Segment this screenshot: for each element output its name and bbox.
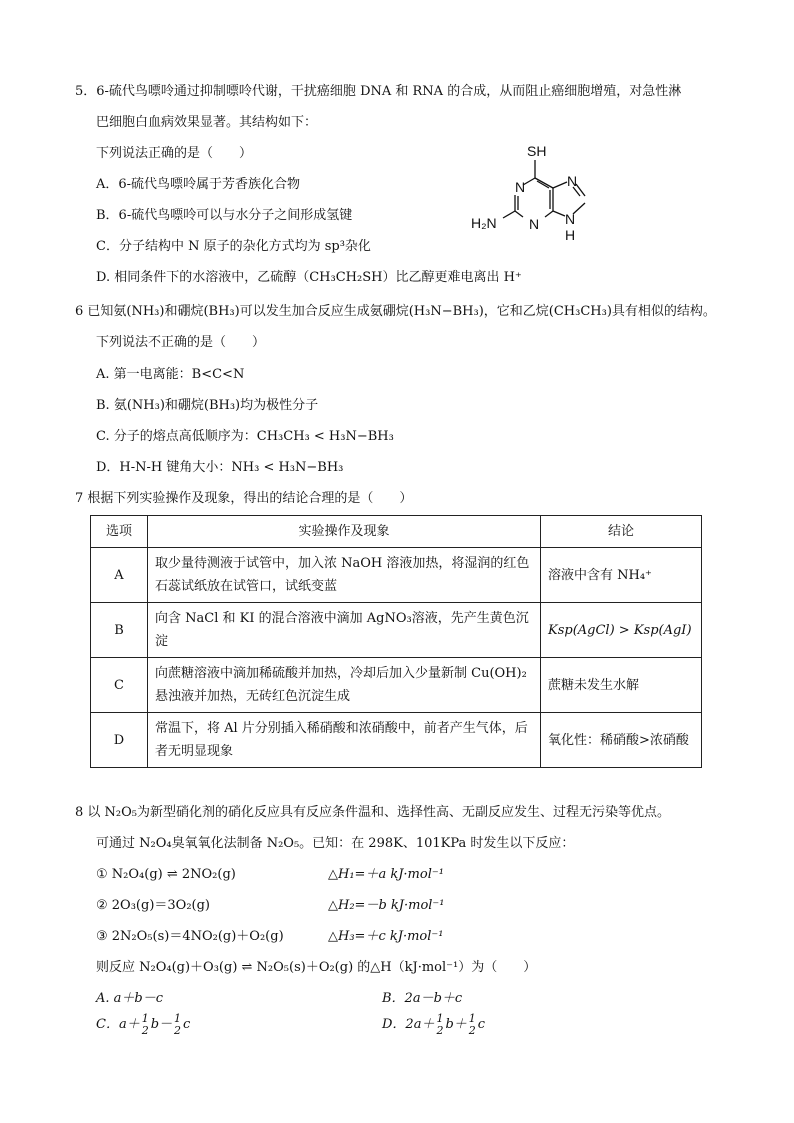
- half-fraction: [469, 1013, 476, 1037]
- row-operation: 取少量待测液于试管中，加入浓 NaOH 溶液加热，将湿润的红色石蕊试纸放在试管口，试纸变蓝: [148, 548, 541, 603]
- q8-stem: 则反应 N₂O₄(g)＋O₃(g) ⇌ N₂O₅(s)＋O₂(g) 的△H（kJ·mol⁻¹）为（ ）: [96, 960, 537, 975]
- row-option: D: [91, 713, 148, 768]
- row-option: A: [91, 548, 148, 603]
- half-fraction: [142, 1013, 149, 1037]
- table-row: [91, 658, 702, 713]
- experiment-table: [90, 515, 702, 768]
- q6-option-b: B. 氨(NH₃)和硼烷(BH₃)均为极性分子: [96, 398, 319, 413]
- q6-stem: 下列说法不正确的是（ ）: [96, 335, 266, 350]
- row-conclusion: 氧化性：稀硝酸>浓硝酸: [541, 713, 702, 768]
- option-d-mid: b＋: [445, 1017, 467, 1032]
- q8-option-a: A. a＋b－c: [96, 991, 164, 1006]
- amine-label: H₂N: [471, 215, 497, 231]
- fraction-numerator: 1: [141, 1011, 149, 1025]
- q8-line1: 8 以 N₂O₅为新型硝化剂的硝化反应具有反应条件温和、选择性高、无副反应发生、过程无污染等优点。: [75, 805, 670, 820]
- q5-line1: 5．6-硫代鸟嘌呤通过抑制嘌呤代谢，干扰癌细胞 DNA 和 RNA 的合成，从而阻止癌细胞增殖，对急性淋: [75, 84, 682, 99]
- q6-option-d: D．H-N-H 键角大小：NH₃ < H₃N−BH₃: [96, 460, 344, 475]
- table-header-row: [91, 516, 702, 548]
- q5-line2: 巴细胞白血病效果显著。其结构如下：: [96, 115, 318, 130]
- fraction-denominator: 2: [436, 1023, 444, 1037]
- q8-reaction-2: ② 2O₃(g)＝3O₂(g): [96, 898, 210, 913]
- q8-reaction-1: ① N₂O₄(g) ⇌ 2NO₂(g): [96, 867, 236, 882]
- q5-option-a: A．6-硫代鸟嘌呤属于芳香族化合物: [96, 177, 301, 192]
- row-option: B: [91, 603, 148, 658]
- fraction-denominator: 2: [174, 1023, 182, 1037]
- fraction-denominator: 2: [141, 1023, 149, 1037]
- header-option: 选项: [91, 516, 148, 548]
- row-operation: 向含 NaCl 和 KI 的混合溶液中滴加 AgNO₃溶液，先产生黄色沉淀: [148, 603, 541, 658]
- q5-option-c: C．分子结构中 N 原子的杂化方式均为 sp³杂化: [96, 239, 371, 254]
- q8-reaction-3: ③ 2N₂O₅(s)＝4NO₂(g)＋O₂(g): [96, 929, 284, 944]
- half-fraction: [436, 1013, 443, 1037]
- table-row: [91, 548, 702, 603]
- fraction-numerator: 1: [468, 1011, 476, 1025]
- header-conclusion: 结论: [541, 516, 702, 548]
- q5-stem: 下列说法正确的是（ ）: [96, 146, 253, 161]
- fraction-denominator: 2: [468, 1023, 476, 1037]
- row-conclusion: Ksp(AgCl) > Ksp(AgI): [541, 603, 702, 658]
- n3-label: N: [529, 216, 540, 232]
- row-operation: 常温下，将 Al 片分别插入稀硝酸和浓硝酸中，前者产生气体，后者无明显现象: [148, 713, 541, 768]
- n9-h-label: H: [565, 227, 576, 243]
- q6-option-a: A. 第一电离能：B<C<N: [96, 367, 245, 382]
- sh-label: SH: [527, 143, 547, 159]
- q7-stem: 7 根据下列实验操作及现象，得出的结论合理的是（ ）: [75, 491, 413, 506]
- q6-option-c: C. 分子的熔点高低顺序为：CH₃CH₃ < H₃N−BH₃: [96, 429, 394, 444]
- option-c-end: c: [183, 1017, 191, 1032]
- option-c-prefix: C．a＋: [96, 1017, 140, 1032]
- n7-label: N: [567, 173, 578, 189]
- option-d-end: c: [477, 1017, 486, 1032]
- n1-label: N: [515, 179, 526, 195]
- q8-option-b: B．2a－b＋c: [382, 991, 463, 1006]
- q5-option-d: D. 相同条件下的水溶液中，乙硫醇（CH₃CH₂SH）比乙醇更难电离出 H⁺: [96, 270, 522, 285]
- header-operation: 实验操作及现象: [148, 516, 541, 548]
- table-row: [91, 603, 702, 658]
- row-conclusion: 蔗糖未发生水解: [541, 658, 702, 713]
- row-conclusion: 溶液中含有 NH₄⁺: [541, 548, 702, 603]
- fraction-numerator: 1: [436, 1011, 444, 1025]
- q5-option-b: B．6-硫代鸟嘌呤可以与水分子之间形成氢键: [96, 208, 353, 223]
- q8-option-c: [96, 1010, 190, 1040]
- n9-label: N: [565, 211, 576, 227]
- row-operation: 向蔗糖溶液中滴加稀硫酸并加热，冷却后加入少量新制 Cu(OH)₂ 悬浊液并加热，无砖红色沉淀生成: [148, 658, 541, 713]
- thioguanine-structure: [463, 138, 611, 246]
- half-fraction: [174, 1013, 181, 1037]
- q8-line2: 可通过 N₂O₄臭氧氧化法制备 N₂O₅。已知：在 298K、101KPa 时发生以下反应：: [96, 836, 575, 851]
- option-d-prefix: D．2a＋: [382, 1017, 435, 1032]
- q6-line1: 6 已知氨(NH₃)和硼烷(BH₃)可以发生加合反应生成氨硼烷(H₃N−BH₃)，它和乙烷(CH₃CH₃)具有相似的结构。: [75, 304, 716, 319]
- option-c-mid: b－: [150, 1017, 173, 1032]
- row-option: C: [91, 658, 148, 713]
- q8-enthalpy-3: △H₃=＋c kJ·mol⁻¹: [328, 929, 444, 944]
- q8-enthalpy-1: △H₁=＋a kJ·mol⁻¹: [328, 867, 444, 882]
- q8-option-d: [382, 1010, 485, 1040]
- table-row: [91, 713, 702, 768]
- q8-enthalpy-2: △H₂=－b kJ·mol⁻¹: [328, 898, 445, 913]
- fraction-numerator: 1: [174, 1011, 182, 1025]
